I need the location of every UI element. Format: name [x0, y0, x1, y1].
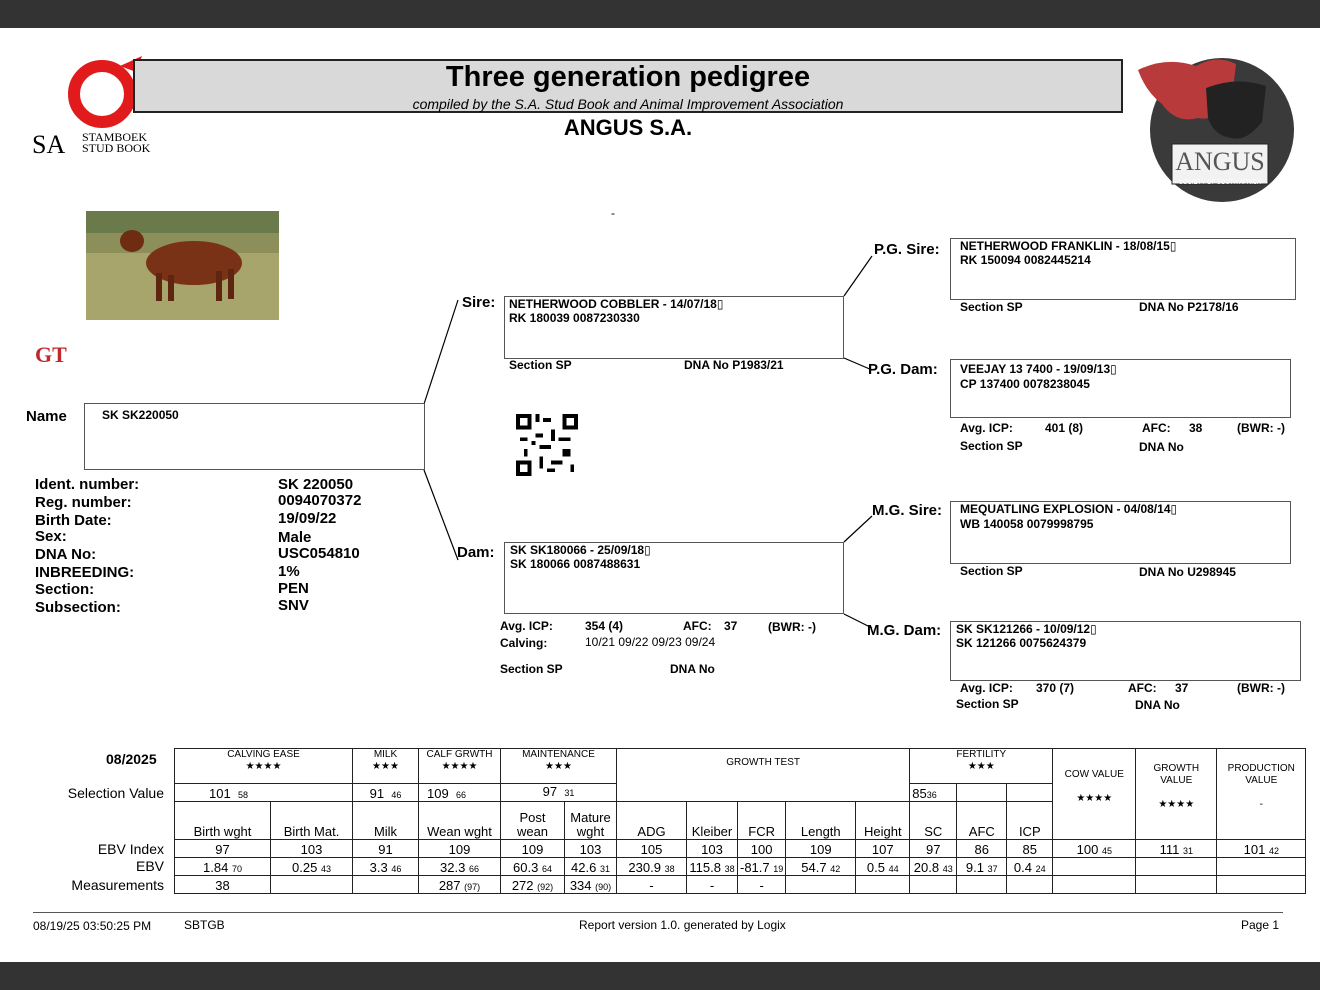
sa-line1: STAMBOEK — [82, 130, 148, 144]
detail-value: USC054810 — [278, 545, 360, 562]
col-sc: SC — [910, 802, 957, 840]
detail-value: SNV — [278, 597, 309, 614]
stars-fertility: ★★★ — [967, 761, 995, 772]
measurement-cell — [910, 876, 957, 894]
mg-sire-line1: MEQUATLING EXPLOSION - 04/08/14▯ — [960, 502, 1178, 516]
dam-icp: 354 (4) — [585, 619, 624, 633]
col-post-wean: Post wean — [501, 802, 565, 840]
ebv-index-cell: 91 — [353, 840, 419, 858]
mg-sire-dna: DNA No U298945 — [1139, 565, 1236, 579]
sa-line2: STUD BOOK — [82, 141, 151, 155]
mg-dam-line2: SK 121266 0075624379 — [956, 636, 1087, 650]
pg-dam-afc: 38 — [1189, 421, 1203, 435]
mg-sire-section: Section SP — [960, 564, 1023, 578]
sire-label: Sire: — [462, 294, 496, 311]
ebv-cell: 0.25 43 — [271, 858, 353, 876]
measurement-cell — [786, 876, 856, 894]
growth-value-index: 111 31 — [1136, 840, 1217, 858]
page-subtitle: compiled by the S.A. Stud Book and Animal Improvement Association — [412, 96, 844, 112]
stars-calf-growth: ★★★★ — [441, 761, 478, 772]
detail-value: 0094070372 — [278, 492, 362, 509]
ebv-index-cell: 103 — [271, 840, 353, 858]
col-height: Height — [856, 802, 910, 840]
breed-title: ANGUS S.A. — [563, 115, 693, 140]
detail-label: Birth Date: — [35, 512, 112, 529]
ebv-cell: 60.3 64 — [501, 858, 565, 876]
mg-dam-dna: DNA No — [1135, 698, 1180, 712]
pg-dam-box — [950, 359, 1291, 418]
group-calving-ease: CALVING EASE ★★★★ — [175, 749, 353, 784]
col-wean-wght: Wean wght — [419, 802, 501, 840]
empty-cell — [1217, 858, 1306, 876]
ebv-cell: 115.8 38 — [687, 858, 738, 876]
col-adg: ADG — [617, 802, 687, 840]
measurement-cell: 334 (90) — [565, 876, 617, 894]
mg-dam-afc-label: AFC: — [1128, 681, 1157, 695]
detail-row — [278, 476, 353, 493]
page-title: Three generation pedigree — [445, 61, 811, 93]
sire-line1: NETHERWOOD COBBLER - 14/07/18▯ — [509, 297, 724, 311]
ebv-index-cell: 109 — [501, 840, 565, 858]
mg-dam-bwr: (BWR: -) — [1237, 681, 1285, 695]
pg-sire-dna: DNA No P2178/16 — [1139, 300, 1239, 314]
dam-afc: 37 — [724, 619, 738, 633]
group-cow-value: COW VALUE ★★★★ — [1053, 749, 1136, 840]
dam-afc-label: AFC: — [683, 619, 712, 633]
animal-name: SK SK220050 — [102, 408, 179, 422]
pg-sire-line1: NETHERWOOD FRANKLIN - 18/08/15▯ — [960, 239, 1177, 253]
ebv-table — [174, 748, 1306, 894]
sire-box — [504, 296, 844, 359]
measurement-cell: - — [687, 876, 738, 894]
stars-maintenance: ★★★ — [545, 761, 572, 772]
sel-maintenance: 97 31 — [501, 784, 617, 802]
ebv-index-row — [175, 840, 1306, 858]
pg-dam-icp: 401 (8) — [1045, 421, 1084, 435]
mg-dam-icp: 370 (7) — [1036, 681, 1075, 695]
measurement-cell: 287 (97) — [419, 876, 501, 894]
dam-calving: 10/21 09/22 09/23 09/24 — [585, 635, 716, 649]
ebv-index-cell: 107 — [856, 840, 910, 858]
sel-calf-growth: 109 66 — [419, 784, 501, 802]
name-label: Name — [26, 408, 67, 425]
stars-milk: ★★★ — [372, 761, 399, 772]
col-kleiber: Kleiber — [687, 802, 738, 840]
sel-empty — [1007, 784, 1053, 802]
stars-growth-value: ★★★★ — [1158, 799, 1195, 810]
measurement-cell — [856, 876, 910, 894]
mg-dam-icp-label: Avg. ICP: — [960, 681, 1013, 695]
ebv-index-cell: 100 — [738, 840, 786, 858]
ebv-index-cell: 86 — [957, 840, 1007, 858]
group-growth-value: GROWTH VALUE ★★★★ — [1136, 749, 1217, 840]
ebv-index-cell: 97 — [910, 840, 957, 858]
angus-sub: SOCIETY OF SOUTH AFRICA — [1178, 180, 1262, 186]
dam-calving-label: Calving: — [500, 636, 548, 650]
sel-calving-ease: 101 58 — [175, 784, 353, 802]
sel-milk: 91 46 — [353, 784, 419, 802]
empty-cell — [1217, 876, 1306, 894]
ebv-cell: 3.3 46 — [353, 858, 419, 876]
pg-dam-label: P.G. Dam: — [868, 361, 938, 378]
mg-sire-line2: WB 140058 0079998795 — [960, 517, 1094, 531]
ebv-cell: 1.84 70 — [175, 858, 271, 876]
empty-cell — [1136, 876, 1217, 894]
detail-label: INBREEDING: — [35, 564, 135, 581]
detail-value: Male — [278, 529, 312, 546]
col-birth-mat: Birth Mat. — [271, 802, 353, 840]
pg-dam-line1: VEEJAY 13 7400 - 19/09/13▯ — [960, 362, 1117, 376]
row-label-measurements: Measurements — [71, 877, 164, 893]
footer-rule — [33, 912, 1283, 913]
col-birth-wght: Birth wght — [175, 802, 271, 840]
group-production-value: PRODUCTION VALUE - — [1217, 749, 1306, 840]
production-value-index: 101 42 — [1217, 840, 1306, 858]
ebv-index-cell: 109 — [419, 840, 501, 858]
gt-text: GT — [35, 342, 67, 367]
ebv-cell: 20.8 43 — [910, 858, 957, 876]
col-icp: ICP — [1007, 802, 1053, 840]
dam-icp-label: Avg. ICP: — [500, 619, 553, 633]
ebv-cell: 42.6 31 — [565, 858, 617, 876]
mg-dam-afc: 37 — [1175, 681, 1189, 695]
detail-value: 1% — [278, 563, 300, 580]
detail-label: Subsection: — [35, 599, 121, 616]
measurement-cell — [353, 876, 419, 894]
footer-datetime: 08/19/25 03:50:25 PM — [33, 919, 152, 933]
measurement-cell — [957, 876, 1007, 894]
detail-row — [35, 476, 139, 493]
measurements-row — [175, 876, 1306, 894]
group-fertility: FERTILITY ★★★ — [910, 749, 1053, 784]
ebv-index-cell: 109 — [786, 840, 856, 858]
group-calf-growth: CALF GRWTH ★★★★ — [419, 749, 501, 784]
empty-cell — [1136, 858, 1217, 876]
stars-calving-ease: ★★★★ — [245, 761, 282, 772]
pg-sire-box — [950, 238, 1296, 300]
sa-prefix: SA — [32, 130, 66, 159]
ebv-cell: 54.7 42 — [786, 858, 856, 876]
measurement-cell: 38 — [175, 876, 271, 894]
dam-line1: SK SK180066 - 25/09/18▯ — [510, 543, 651, 557]
empty-cell — [1053, 876, 1136, 894]
ebv-cell: 9.1 37 — [957, 858, 1007, 876]
ebv-cell: 230.9 38 — [617, 858, 687, 876]
sire-dna: DNA No P1983/21 — [684, 358, 784, 372]
angus-name: ANGUS — [1175, 147, 1265, 176]
sel-fertility: 8536 — [910, 784, 957, 802]
detail-label: Reg. number: — [35, 494, 132, 511]
pg-sire-section: Section SP — [960, 300, 1023, 314]
measurement-cell: 272 (92) — [501, 876, 565, 894]
animal-box — [84, 403, 425, 470]
sire-section: Section SP — [509, 358, 572, 372]
measurement-cell — [271, 876, 353, 894]
footer-report: Report version 1.0. generated by Logix — [579, 918, 786, 932]
group-milk: MILK ★★★ — [353, 749, 419, 784]
sel-empty — [957, 784, 1007, 802]
col-milk: Milk — [353, 802, 419, 840]
footer-code: SBTGB — [184, 918, 225, 932]
pg-sire-line2: RK 150094 0082445214 — [960, 253, 1091, 267]
group-maintenance: MAINTENANCE ★★★ — [501, 749, 617, 784]
row-label-index: EBV Index — [97, 841, 164, 857]
mg-sire-box — [950, 501, 1291, 564]
empty-cell — [1053, 858, 1136, 876]
dam-label: Dam: — [457, 544, 495, 561]
qr-code — [515, 414, 579, 476]
row-label-selection: Selection Value — [67, 785, 164, 801]
sire-line2: RK 180039 0087230330 — [509, 311, 640, 325]
dam-section: Section SP — [500, 662, 563, 676]
detail-label: Ident. number: — [35, 476, 140, 493]
detail-label: DNA No: — [35, 546, 97, 563]
measurement-cell: - — [738, 876, 786, 894]
detail-label: Section: — [35, 581, 95, 598]
stars-production-value: - — [1259, 799, 1263, 810]
measurement-cell — [1007, 876, 1053, 894]
pg-dam-icp-label: Avg. ICP: — [960, 421, 1013, 435]
detail-value: SK 220050 — [278, 476, 354, 493]
stars-cow-value: ★★★★ — [1076, 793, 1113, 804]
ebv-index-cell: 103 — [687, 840, 738, 858]
mg-dam-line1: SK SK121266 - 10/09/12▯ — [956, 622, 1097, 636]
measurement-cell: - — [617, 876, 687, 894]
dash-mark: - — [611, 206, 615, 220]
pg-sire-label: P.G. Sire: — [874, 241, 940, 258]
ebv-cell: -81.7 19 — [738, 858, 786, 876]
ebv-value-row — [175, 858, 1306, 876]
pg-dam-bwr: (BWR: -) — [1237, 421, 1285, 435]
ebv-index-cell: 85 — [1007, 840, 1053, 858]
group-growth-test: GROWTH TEST — [617, 749, 910, 802]
col-afc: AFC — [957, 802, 1007, 840]
cow-value-index: 100 45 — [1053, 840, 1136, 858]
mg-dam-section: Section SP — [956, 697, 1019, 711]
pg-dam-afc-label: AFC: — [1142, 421, 1171, 435]
col-fcr: FCR — [738, 802, 786, 840]
ebv-cell: 0.5 44 — [856, 858, 910, 876]
pg-dam-line2: CP 137400 0078238045 — [960, 377, 1090, 391]
mg-dam-box — [950, 621, 1301, 681]
pg-dam-section: Section SP — [960, 439, 1023, 453]
row-label-ebv: EBV — [135, 858, 164, 874]
ebv-cell: 32.3 66 — [419, 858, 501, 876]
col-length: Length — [786, 802, 856, 840]
ebv-cell: 0.4 24 — [1007, 858, 1053, 876]
dam-bwr: (BWR: -) — [768, 620, 816, 634]
ebv-index-cell: 97 — [175, 840, 271, 858]
mg-sire-label: M.G. Sire: — [872, 502, 943, 519]
detail-value: PEN — [278, 580, 309, 597]
ebv-index-cell: 103 — [565, 840, 617, 858]
detail-value: 19/09/22 — [278, 510, 337, 527]
detail-label: Sex: — [35, 528, 67, 545]
dam-dna: DNA No — [670, 662, 715, 676]
footer-page: Page 1 — [1241, 918, 1280, 932]
ebv-date: 08/2025 — [106, 751, 157, 767]
pg-dam-dna: DNA No — [1139, 440, 1184, 454]
dam-line2: SK 180066 0087488631 — [510, 557, 641, 571]
ebv-index-cell: 105 — [617, 840, 687, 858]
col-mature-wght: Mature wght — [565, 802, 617, 840]
mg-dam-label: M.G. Dam: — [867, 622, 942, 639]
dam-box — [504, 542, 844, 614]
